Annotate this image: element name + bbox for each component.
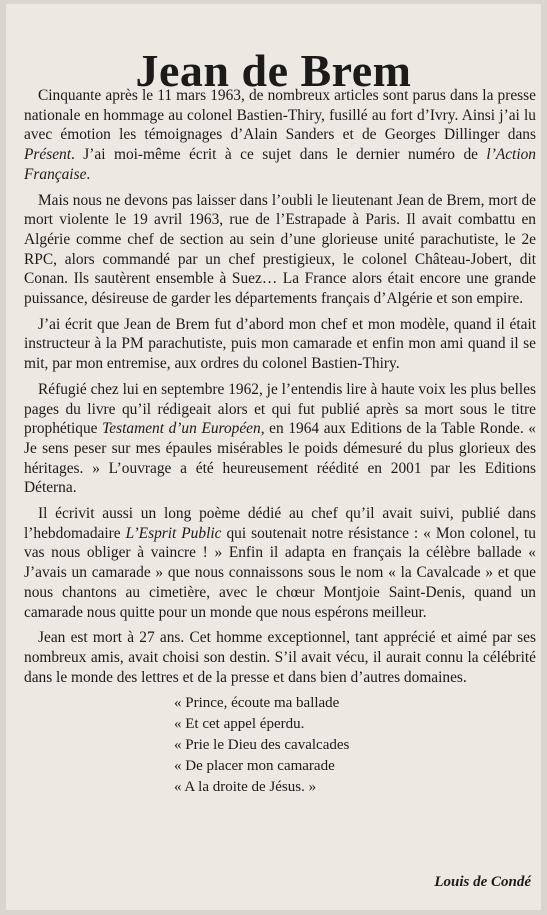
- paragraph-2: Mais nous ne devons pas laisser dans l’oubli le lieutenant Jean de Brem, mort de mort violente le 19 avril 1963, rue de l’Estrapade à Paris. Il avait combattu en Algérie comme chef de section au sein d’une glorieuse unité parachutiste, le 2e RPC, alors commandé par un chef prestigieux, le colonel Château-Jobert, dit Conan. Ils sautèrent ensemble à Suez… La France alors était encore une grande puissance, désireuse de garder les départements français d’Algérie et son empire.: [24, 191, 536, 308]
- poem-verse: [174, 693, 536, 798]
- newspaper-name: Présent: [24, 146, 72, 164]
- newspaper-name: L’Esprit Public: [125, 524, 222, 542]
- article-title: Jean de Brem: [135, 44, 412, 96]
- book-title: Testament d’un Européen: [102, 420, 261, 438]
- author-signature: Louis de Condé: [434, 874, 531, 890]
- paragraph-4: Réfugié chez lui en septembre 1962, je l’entendis lire à haute voix les plus belles pages du livre qu’il rédigeait alors et qui fut publié après sa mort sous le titre prophétique Testament d’un Européen, en 1964 aux Editions de la Table Ronde. « Je sens peser sur mes épaules misérables le poids démesuré du plus glorieux des héritages. » L’ouvrage a été heureusement réédité en 2001 par les Editions Déterna.: [24, 380, 537, 497]
- verse-line: « De placer mon camarade: [174, 758, 335, 775]
- paragraph-1: Cinquante après le 11 mars 1963, de nombreux articles sont parus dans la presse nationale en hommage au colonel Bastien-Thiry, fusillé au fort d’Ivry. Ainsi j’ai lu avec émotion les témoignages d’Alain Sanders et de Georges Dillinger dans Présent. J’ai moi-même écrit à ce sujet dans le dernier numéro de l’Action Française.: [24, 87, 536, 183]
- newspaper-name: l’Action Française: [24, 146, 536, 183]
- paragraph-3: J’ai écrit que Jean de Brem fut d’abord mon chef et mon modèle, quand il était instructeur à la PM parachutiste, puis mon camarade et enfin mon ami quand il se mit, par mon entremise, aux ordres du colonel Bastien-Thiry.: [24, 315, 536, 373]
- article-body: [24, 86, 536, 798]
- verse-line: « Prince, écoute ma ballade: [174, 695, 340, 712]
- paragraph-6: Jean est mort à 27 ans. Cet homme exceptionnel, tant apprécié et aimé par ses nombreux amis, avait choisi son destin. S’il avait vécu, il aurait connu la célébrité dans le monde des lettres et de la presse et dans bien d’autres domaines.: [24, 629, 536, 686]
- verse-line: « Et cet appel éperdu.: [174, 716, 305, 733]
- verse-line: « A la droite de Jésus. »: [174, 779, 317, 796]
- paragraph-5: Il écrivit aussi un long poème dédié au chef qu’il avait suivi, publié dans l’hebdomadaire L’Esprit Public qui soutenait notre résistance : « Mon colonel, tu vas nous obliger à vaincre ! » Enfin il adapta en français la célèbre ballade « J’avais un camarade » que nous connaissons sous le nom « la Cavalcade » et que nous chantons au cimetière, avec le chœur Montjoie Saint-Denis, quand un camarade nous quitte pour un monde que nous espérons meilleur.: [24, 505, 536, 621]
- verse-line: « Prie le Dieu des cavalcades: [174, 737, 350, 754]
